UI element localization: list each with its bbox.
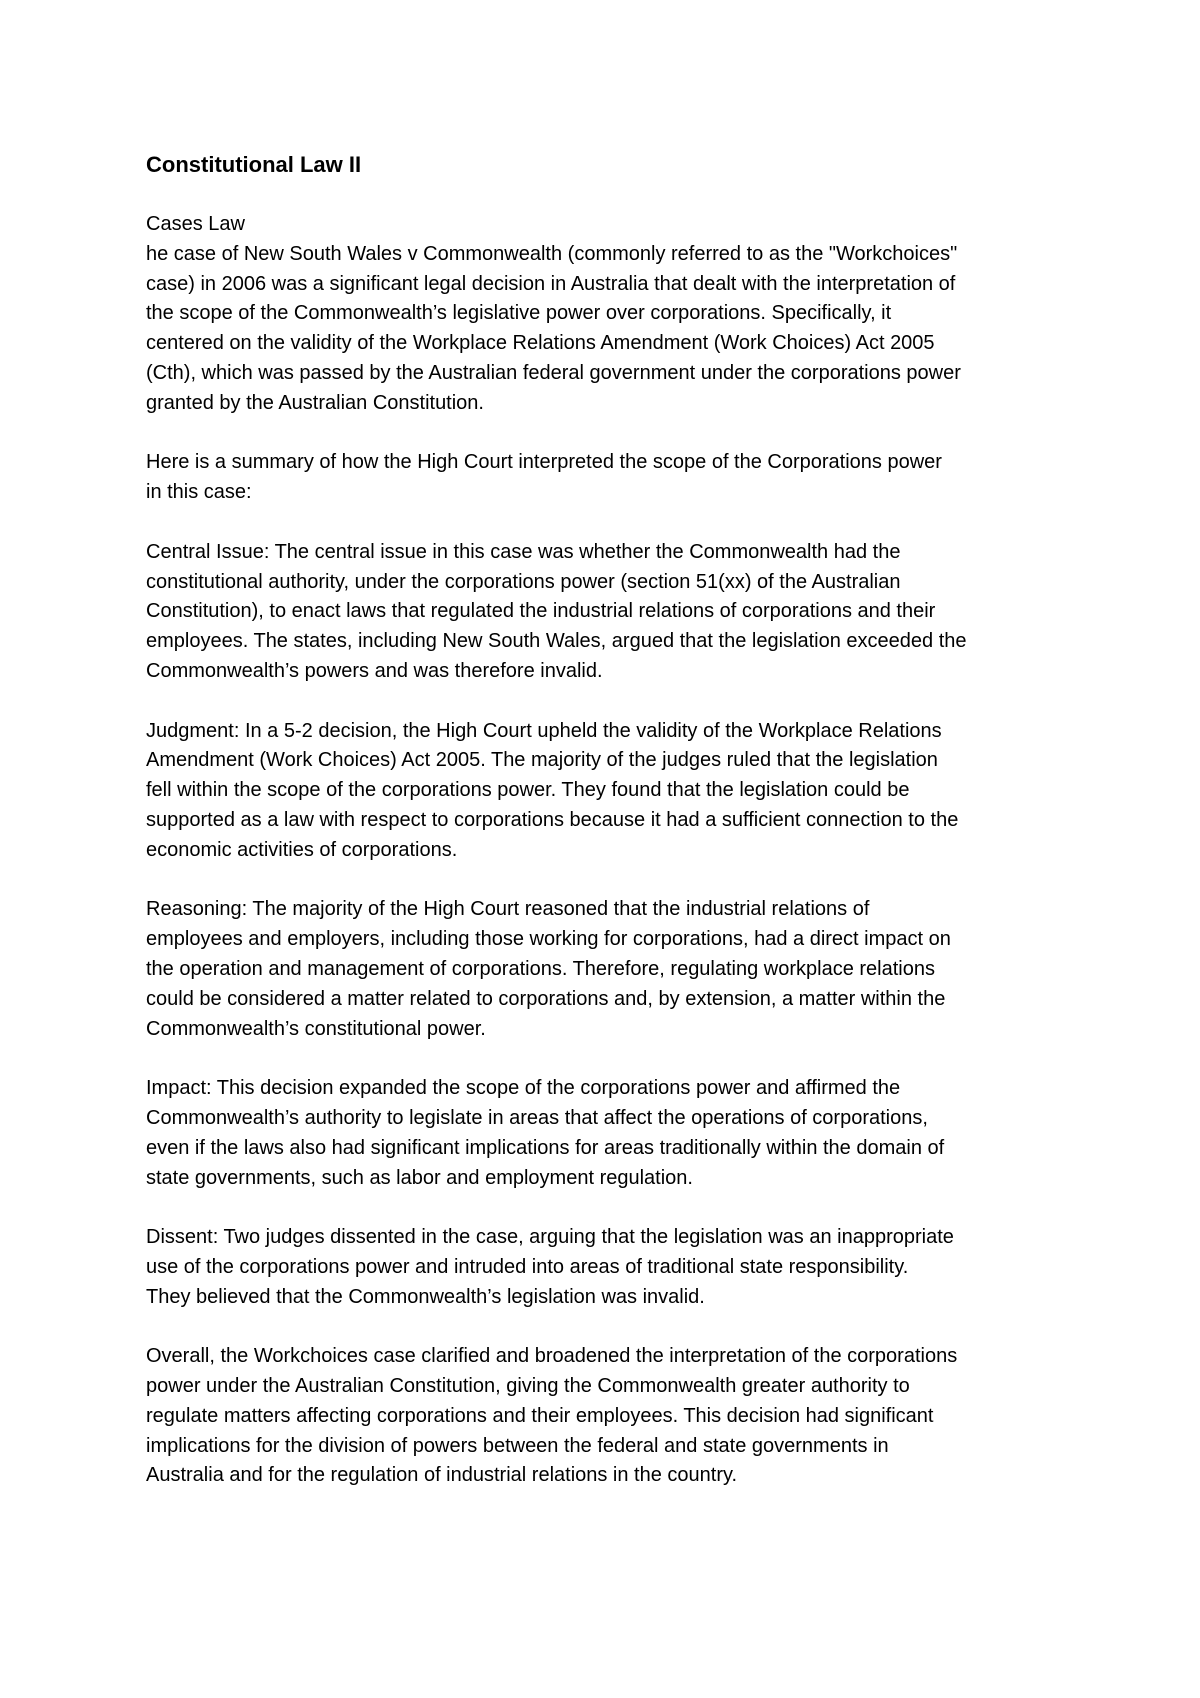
text-line: centered on the validity of the Workplace Relations Amendment (Work Choices) Act 2005	[146, 332, 935, 355]
paragraph-judgment	[146, 717, 1076, 866]
text-line: supported as a law with respect to corporations because it had a sufficient connection to the	[146, 808, 959, 831]
paragraph-case-intro	[146, 210, 1076, 419]
text-line: he case of New South Wales v Commonwealth (commonly referred to as the "Workchoices"	[146, 242, 958, 265]
text-line: Australia and for the regulation of industrial relations in the country.	[146, 1464, 738, 1487]
text-line: Reasoning: The majority of the High Court reasoned that the industrial relations of	[146, 898, 870, 921]
text-line: Amendment (Work Choices) Act 2005. The majority of the judges ruled that the legislation	[146, 749, 938, 772]
document-title: Constitutional Law II	[146, 152, 362, 177]
text-line: Cases Law	[146, 213, 245, 235]
paragraph-summary-intro	[146, 448, 1076, 508]
text-line: case) in 2006 was a significant legal decision in Australia that dealt with the interpretation of	[146, 272, 956, 295]
paragraph-central-issue	[146, 538, 1076, 687]
paragraph-reasoning	[146, 895, 1076, 1044]
text-line: the operation and management of corporations. Therefore, regulating workplace relations	[146, 957, 935, 980]
text-line: They believed that the Commonwealth’s legislation was invalid.	[146, 1285, 705, 1308]
document-body	[146, 150, 1076, 1521]
text-line: (Cth), which was passed by the Australian federal government under the corporations power	[146, 361, 961, 384]
text-line: power under the Australian Constitution, giving the Commonwealth greater authority to	[146, 1375, 910, 1398]
text-line: Commonwealth’s authority to legislate in areas that affect the operations of corporations,	[146, 1106, 928, 1129]
text-line: employees and employers, including those working for corporations, had a direct impact on	[146, 928, 951, 951]
text-line: state governments, such as labor and employment regulation.	[146, 1166, 693, 1189]
text-line: in this case:	[146, 481, 252, 504]
text-line: Dissent: Two judges dissented in the case, arguing that the legislation was an inappropriate	[146, 1226, 954, 1249]
text-line: Impact: This decision expanded the scope of the corporations power and affirmed the	[146, 1077, 901, 1100]
paragraph-impact	[146, 1074, 1076, 1193]
text-line: use of the corporations power and intruded into areas of traditional state responsibility.	[146, 1255, 909, 1278]
paragraph-overall	[146, 1342, 1076, 1491]
text-line: Overall, the Workchoices case clarified and broadened the interpretation of the corporations	[146, 1345, 958, 1368]
text-line: Central Issue: The central issue in this case was whether the Commonwealth had the	[146, 540, 901, 563]
text-line: Here is a summary of how the High Court interpreted the scope of the Corporations power	[146, 451, 942, 474]
text-line: granted by the Australian Constitution.	[146, 391, 484, 414]
text-line: constitutional authority, under the corporations power (section 51(xx) of the Australian	[146, 570, 901, 593]
text-line: employees. The states, including New South Wales, argued that the legislation exceeded the	[146, 630, 967, 653]
text-line: Commonwealth’s constitutional power.	[146, 1017, 486, 1040]
text-line: economic activities of corporations.	[146, 838, 458, 861]
paragraph-dissent	[146, 1223, 1076, 1312]
text-line: Judgment: In a 5-2 decision, the High Court upheld the validity of the Workplace Relations	[146, 719, 942, 742]
text-line: the scope of the Commonwealth’s legislative power over corporations. Specifically, it	[146, 302, 892, 325]
text-line: fell within the scope of the corporations power. They found that the legislation could be	[146, 779, 910, 802]
text-line: implications for the division of powers between the federal and state governments in	[146, 1434, 889, 1457]
text-line: could be considered a matter related to corporations and, by extension, a matter within the	[146, 987, 946, 1010]
text-line: Commonwealth’s powers and was therefore invalid.	[146, 659, 603, 682]
text-line: regulate matters affecting corporations and their employees. This decision had significant	[146, 1404, 934, 1427]
text-line: even if the laws also had significant implications for areas traditionally within the domain of	[146, 1136, 945, 1159]
text-line: Constitution), to enact laws that regulated the industrial relations of corporations and their	[146, 600, 936, 623]
